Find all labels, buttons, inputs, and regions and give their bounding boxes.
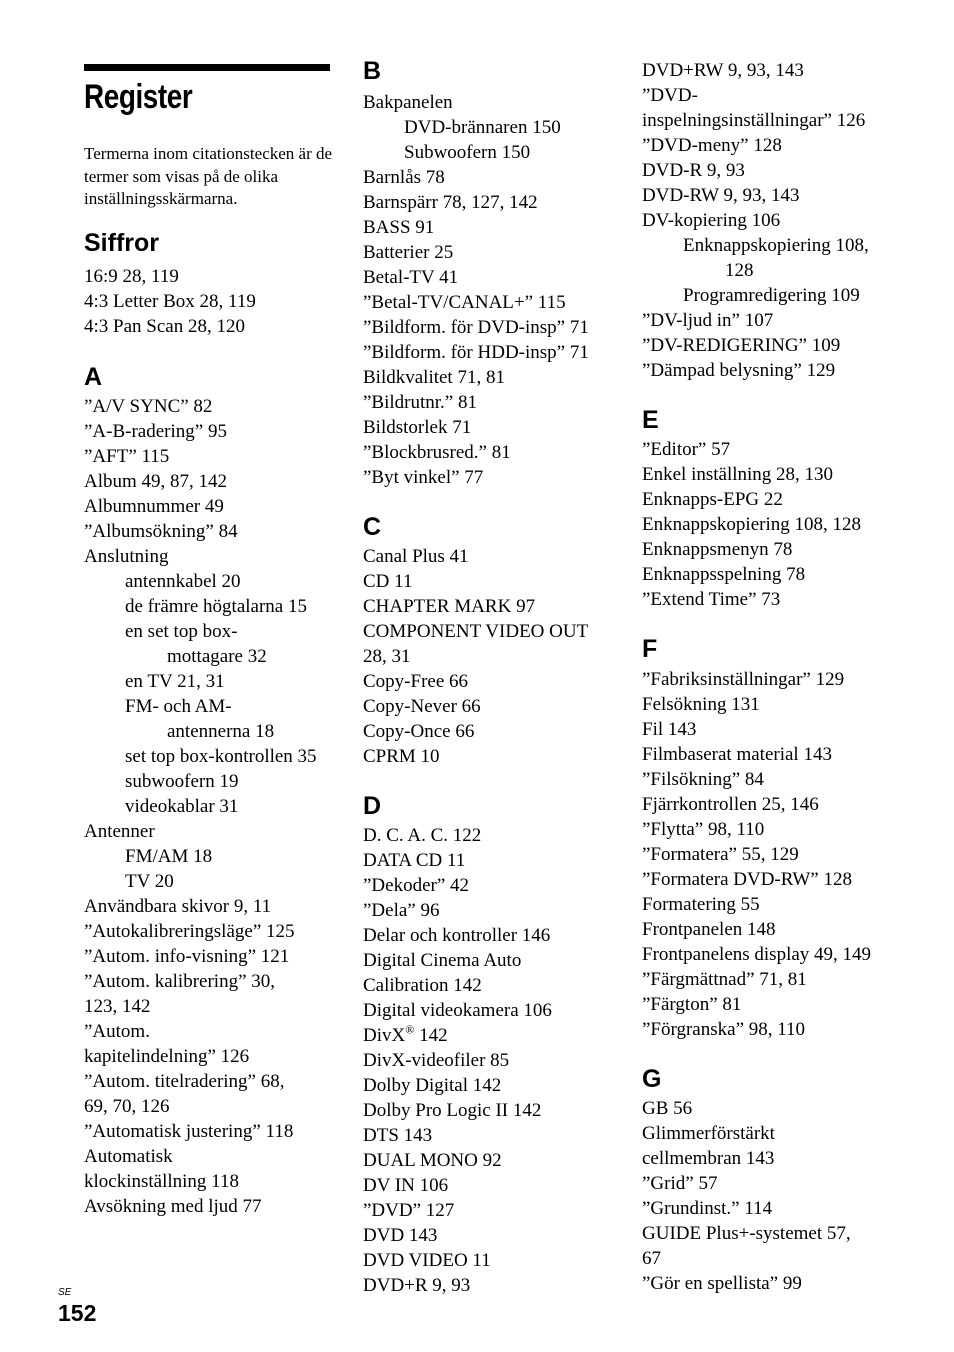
- section-letter: D: [363, 792, 382, 820]
- index-entry: ”Dämpad belysning” 129: [642, 360, 836, 381]
- index-entry: ”Dekoder” 42: [363, 875, 470, 896]
- index-entry: klockinställning 118: [84, 1171, 239, 1192]
- index-entry: 4:3 Letter Box 28, 119: [84, 291, 256, 312]
- index-entry-term: DivX: [363, 1025, 406, 1046]
- index-subentry: antennerna 18: [167, 721, 275, 742]
- index-entry: Albumnummer 49: [84, 496, 224, 517]
- index-entry: Barnlås 78: [363, 167, 445, 188]
- page-title: Register: [84, 78, 193, 116]
- index-entry: DV-kopiering 106: [642, 210, 781, 231]
- title-rule: [84, 64, 330, 71]
- index-entry: ”Autom.: [84, 1021, 150, 1042]
- section-letter: B: [363, 57, 382, 85]
- index-subentry: Enknappskopiering 108,: [683, 235, 869, 256]
- index-entry: DVD+R 9, 93: [363, 1275, 471, 1296]
- section-letter: G: [642, 1065, 662, 1093]
- index-entry: Canal Plus 41: [363, 546, 469, 567]
- index-subentry: DVD-brännaren 150: [404, 117, 561, 138]
- section-letter: F: [642, 635, 658, 663]
- index-entry: Copy-Never 66: [363, 696, 481, 717]
- index-entry: ”Albumsökning” 84: [84, 521, 238, 542]
- index-entry: 123, 142: [84, 996, 151, 1017]
- index-entry: ”Betal-TV/CANAL+” 115: [363, 292, 566, 313]
- index-entry: D. C. A. C. 122: [363, 825, 482, 846]
- index-entry: Enknappskopiering 108, 128: [642, 514, 862, 535]
- index-entry: ”DVD-meny” 128: [642, 135, 782, 156]
- index-entry: Fil 143: [642, 719, 697, 740]
- index-entry: Bildstorlek 71: [363, 417, 472, 438]
- index-entry: ”Gör en spellista” 99: [642, 1273, 802, 1294]
- index-entry: cellmembran 143: [642, 1148, 775, 1169]
- index-entry: CHAPTER MARK 97: [363, 596, 536, 617]
- index-entry: Glimmerförstärkt: [642, 1123, 775, 1144]
- index-subentry: mottagare 32: [167, 646, 267, 667]
- index-entry: ”Filsökning” 84: [642, 769, 764, 790]
- index-entry: ”Dela” 96: [363, 900, 440, 921]
- index-entry: GB 56: [642, 1098, 693, 1119]
- index-entry: Betal-TV 41: [363, 267, 459, 288]
- index-entry: ”Editor” 57: [642, 439, 731, 460]
- index-entry: 69, 70, 126: [84, 1096, 170, 1117]
- index-subentry: FM/AM 18: [125, 846, 213, 867]
- index-entry: ”Färgmättnad” 71, 81: [642, 969, 807, 990]
- index-entry: Delar och kontroller 146: [363, 925, 551, 946]
- index-entry: DVD-R 9, 93: [642, 160, 745, 181]
- index-entry: 28, 31: [363, 646, 411, 667]
- index-subentry: en set top box-: [125, 621, 238, 642]
- index-entry: ”Fabriksinställningar” 129: [642, 669, 845, 690]
- index-entry: ”DV-ljud in” 107: [642, 310, 774, 331]
- index-entry: ”Extend Time” 73: [642, 589, 781, 610]
- index-entry: Frontpanelen 148: [642, 919, 776, 940]
- index-entry: COMPONENT VIDEO OUT: [363, 621, 589, 642]
- index-entry: Frontpanelens display 49, 149: [642, 944, 872, 965]
- index-entry: 4:3 Pan Scan 28, 120: [84, 316, 245, 337]
- index-entry: Antenner: [84, 821, 155, 842]
- index-entry: ”Grundinst.” 114: [642, 1198, 773, 1219]
- index-entry: Dolby Pro Logic II 142: [363, 1100, 542, 1121]
- index-subentry: Programredigering 109: [683, 285, 860, 306]
- index-entry: ”Formatera” 55, 129: [642, 844, 799, 865]
- index-entry: Enknappsmenyn 78: [642, 539, 793, 560]
- index-subentry: TV 20: [125, 871, 174, 892]
- index-entry: CD 11: [363, 571, 413, 592]
- index-entry: DVD+RW 9, 93, 143: [642, 60, 804, 81]
- index-entry: ”Autom. kalibrering” 30,: [84, 971, 276, 992]
- index-entry: Anslutning: [84, 546, 169, 567]
- index-subentry: de främre högtalarna 15: [125, 596, 307, 617]
- index-entry: DV IN 106: [363, 1175, 449, 1196]
- index-entry: ”Automatisk justering” 118: [84, 1121, 294, 1142]
- section-letter: A: [84, 363, 103, 391]
- index-entry: ”Blockbrusred.” 81: [363, 442, 511, 463]
- index-entry: Digital videokamera 106: [363, 1000, 552, 1021]
- index-entry: Felsökning 131: [642, 694, 760, 715]
- index-entry: Copy-Free 66: [363, 671, 469, 692]
- index-entry: DVD 143: [363, 1225, 438, 1246]
- index-entry: ”Byt vinkel” 77: [363, 467, 484, 488]
- section-letter: E: [642, 406, 659, 434]
- index-subentry: subwoofern 19: [125, 771, 239, 792]
- index-entry: ”Förgranska” 98, 110: [642, 1019, 806, 1040]
- index-entry: Album 49, 87, 142: [84, 471, 228, 492]
- index-entry: ”Bildform. för HDD-insp” 71: [363, 342, 589, 363]
- index-subentry: 128: [725, 260, 754, 281]
- intro-text: Termerna inom citationstecken är de termer som visas på de olika inställningsskärmarna.: [84, 144, 333, 208]
- index-entry: DVD VIDEO 11: [363, 1250, 491, 1271]
- index-entry: GUIDE Plus+-systemet 57,: [642, 1223, 851, 1244]
- index-subentry: set top box-kontrollen 35: [125, 746, 317, 767]
- index-entry: Bakpanelen: [363, 92, 453, 113]
- index-entry: Formatering 55: [642, 894, 760, 915]
- index-entry: [363, 1023, 448, 1048]
- index-entry: 67: [642, 1248, 661, 1269]
- index-entry: DivX-videofiler 85: [363, 1050, 510, 1071]
- index-entry: ”DVD” 127: [363, 1200, 455, 1221]
- index-entry: CPRM 10: [363, 746, 440, 767]
- index-entry: ”Bildrutnr.” 81: [363, 392, 477, 413]
- index-entry: ”Färgton” 81: [642, 994, 742, 1015]
- index-entry: 16:9 28, 119: [84, 266, 179, 287]
- index-entry: ”Autom. titelradering” 68,: [84, 1071, 285, 1092]
- index-entry: ”A-B-radering” 95: [84, 421, 227, 442]
- index-entry: ”DV-REDIGERING” 109: [642, 335, 841, 356]
- index-entry: ”AFT” 115: [84, 446, 170, 467]
- index-subentry: Subwoofern 150: [404, 142, 531, 163]
- index-entry: Dolby Digital 142: [363, 1075, 502, 1096]
- index-subentry: antennkabel 20: [125, 571, 241, 592]
- index-entry: Automatisk: [84, 1146, 173, 1167]
- index-entry-page: 142: [419, 1025, 448, 1046]
- index-entry: ”Autom. info-visning” 121: [84, 946, 290, 967]
- registered-mark: ®: [405, 1022, 415, 1037]
- index-entry: ”Grid” 57: [642, 1173, 718, 1194]
- index-entry: inspelningsinställningar” 126: [642, 110, 866, 131]
- index-entry: Fjärrkontrollen 25, 146: [642, 794, 819, 815]
- index-subentry: FM- och AM-: [125, 696, 232, 717]
- index-entry: Enkel inställning 28, 130: [642, 464, 834, 485]
- index-entry: Barnspärr 78, 127, 142: [363, 192, 538, 213]
- index-entry: BASS 91: [363, 217, 435, 238]
- page-number: 152: [58, 1300, 97, 1326]
- index-entry: Enknapps-EPG 22: [642, 489, 783, 510]
- index-entry: Digital Cinema Auto: [363, 950, 522, 971]
- index-entry: kapitelindelning” 126: [84, 1046, 250, 1067]
- index-entry: Filmbaserat material 143: [642, 744, 832, 765]
- index-entry: Avsökning med ljud 77: [84, 1196, 262, 1217]
- index-entry: Bildkvalitet 71, 81: [363, 367, 505, 388]
- index-entry: DUAL MONO 92: [363, 1150, 502, 1171]
- index-entry: DTS 143: [363, 1125, 433, 1146]
- index-entry: ”Autokalibreringsläge” 125: [84, 921, 295, 942]
- index-subentry: en TV 21, 31: [125, 671, 225, 692]
- section-letter: C: [363, 513, 382, 541]
- index-entry: Calibration 142: [363, 975, 482, 996]
- index-entry: DVD-RW 9, 93, 143: [642, 185, 800, 206]
- language-code: SE: [58, 1287, 72, 1298]
- index-entry: ”Bildform. för DVD-insp” 71: [363, 317, 589, 338]
- index-entry: DATA CD 11: [363, 850, 466, 871]
- index-entry: ”A/V SYNC” 82: [84, 396, 213, 417]
- index-entry: Användbara skivor 9, 11: [84, 896, 272, 917]
- index-entry: ”Flytta” 98, 110: [642, 819, 765, 840]
- index-entry: Batterier 25: [363, 242, 454, 263]
- index-entry: ”DVD-: [642, 85, 698, 106]
- index-entry: Enknappsspelning 78: [642, 564, 806, 585]
- index-entry: ”Formatera DVD-RW” 128: [642, 869, 852, 890]
- section-letter: Siffror: [84, 229, 159, 257]
- index-subentry: videokablar 31: [125, 796, 239, 817]
- index-entry: Copy-Once 66: [363, 721, 475, 742]
